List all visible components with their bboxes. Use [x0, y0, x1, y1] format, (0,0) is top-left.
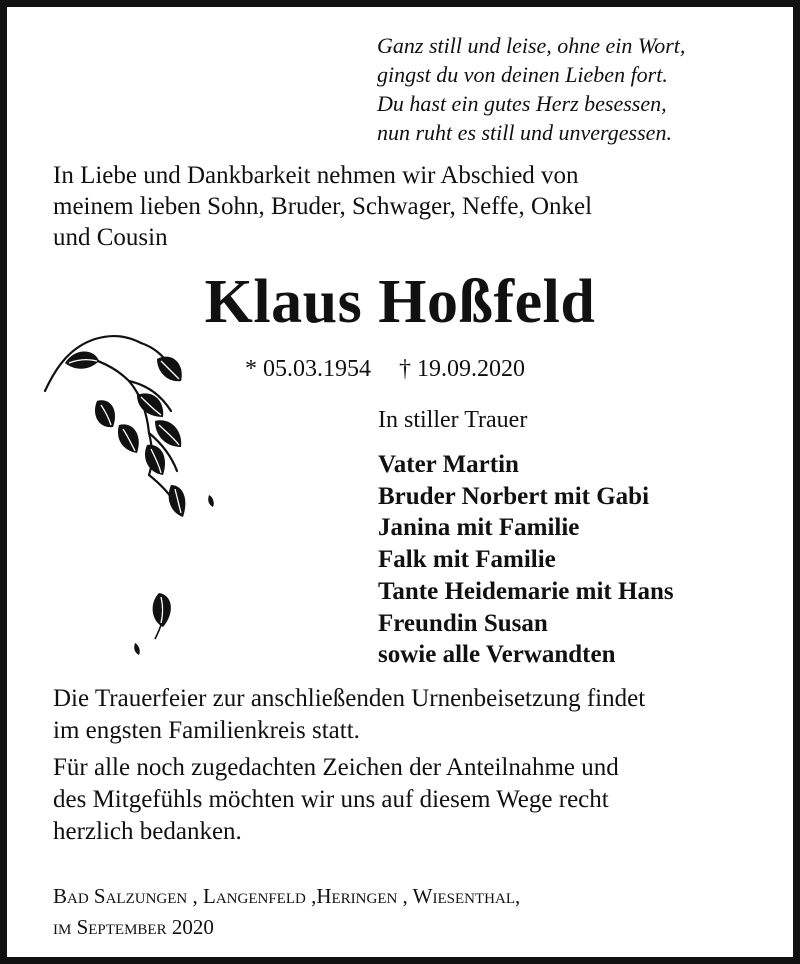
- intro-text: [53, 160, 592, 253]
- deceased-name: Klaus Hoßfeld: [204, 268, 596, 336]
- poem-line: nun ruht es still und unvergessen.: [377, 120, 672, 145]
- family-member: Bruder Norbert mit Gabi: [378, 482, 650, 510]
- family-member: Tante Heidemarie mit Hans: [378, 577, 674, 605]
- mourning-label: In stiller Trauer: [378, 407, 528, 433]
- poem-line: gingst du von deinen Lieben fort.: [377, 62, 668, 87]
- birch-branch-icon: [37, 325, 237, 665]
- ceremony-line: Die Trauerfeier zur anschließenden Urnenbeisetzung findet: [53, 685, 646, 712]
- intro-line: und Cousin: [53, 224, 168, 251]
- family-member: Vater Martin: [378, 451, 519, 478]
- death-date: † 19.09.2020: [399, 356, 525, 382]
- thanks-text: [53, 752, 619, 848]
- family-member: Freundin Susan: [378, 609, 548, 637]
- family-list: [378, 449, 674, 671]
- places-line: Bad Salzungen , Langenfeld ,Heringen , Wiesenthal,: [53, 884, 521, 908]
- birth-date: * 05.03.1954: [245, 356, 371, 382]
- poem: [377, 31, 685, 147]
- intro-line: In Liebe und Dankbarkeit nehmen wir Abschied von: [53, 162, 579, 189]
- thanks-line: Für alle noch zugedachten Zeichen der Anteilnahme und: [53, 754, 619, 781]
- thanks-line: herzlich bedanken.: [53, 818, 242, 845]
- poem-line: Ganz still und leise, ohne ein Wort,: [377, 33, 686, 58]
- poem-line: Du hast ein gutes Herz besessen,: [377, 91, 667, 116]
- family-member: sowie alle Verwandten: [378, 641, 616, 669]
- places-and-date: [53, 881, 520, 943]
- ceremony-line: im engsten Familienkreis statt.: [53, 717, 360, 744]
- life-dates: [245, 353, 525, 385]
- family-member: Janina mit Familie: [378, 514, 580, 542]
- thanks-line: des Mitgefühls möchten wir uns auf diesem Wege recht: [53, 786, 609, 813]
- date-line: im September 2020: [53, 915, 214, 939]
- family-member: Falk mit Familie: [378, 546, 556, 574]
- ceremony-text: [53, 683, 645, 747]
- intro-line: meinem lieben Sohn, Bruder, Schwager, Neffe, Onkel: [53, 193, 593, 220]
